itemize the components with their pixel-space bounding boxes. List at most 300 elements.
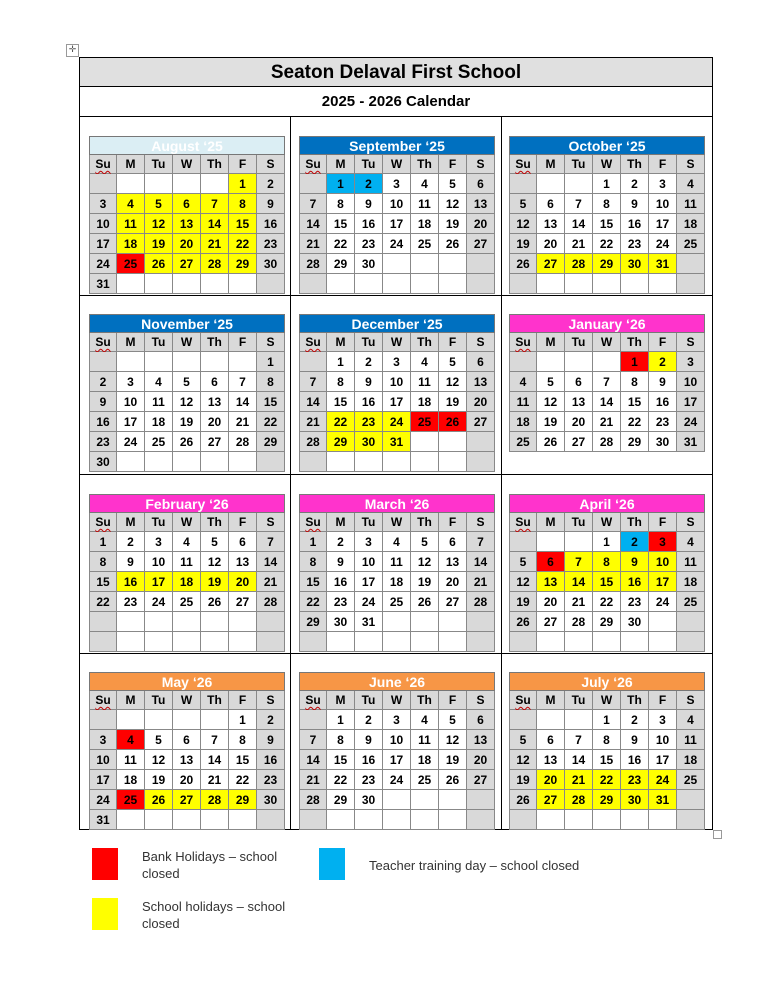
day-cell: 6 [229, 532, 257, 552]
day-cell: 21 [467, 572, 495, 592]
empty-cell [439, 612, 467, 632]
day-of-week-header: W [383, 333, 411, 352]
day-of-week-header: S [257, 691, 285, 710]
day-cell: 2 [621, 710, 649, 730]
day-cell: 24 [89, 254, 117, 274]
day-cell: 26 [201, 592, 229, 612]
empty-cell [173, 612, 201, 632]
empty-cell [201, 810, 229, 830]
day-cell: 29 [327, 254, 355, 274]
day-cell: 2 [257, 710, 285, 730]
empty-cell [593, 352, 621, 372]
empty-cell [467, 452, 495, 472]
day-cell: 6 [565, 372, 593, 392]
empty-cell [327, 452, 355, 472]
day-cell: 11 [677, 194, 705, 214]
day-cell: 31 [649, 254, 677, 274]
day-cell: 28 [299, 790, 327, 810]
day-cell: 31 [383, 432, 411, 452]
day-cell: 25 [117, 790, 145, 810]
day-cell: 5 [145, 730, 173, 750]
day-cell: 8 [621, 372, 649, 392]
day-cell: 31 [677, 432, 705, 452]
day-cell: 24 [383, 412, 411, 432]
day-cell: 30 [621, 612, 649, 632]
day-cell: 16 [257, 750, 285, 770]
empty-cell [509, 174, 537, 194]
day-cell: 24 [649, 770, 677, 790]
day-cell: 29 [593, 612, 621, 632]
month-grid [509, 691, 705, 830]
day-cell: 20 [537, 770, 565, 790]
empty-cell [411, 632, 439, 652]
legend-bank-holidays: Bank Holidays – school closed [142, 849, 278, 881]
day-cell: 23 [649, 412, 677, 432]
day-cell: 7 [201, 730, 229, 750]
day-cell: 29 [299, 612, 327, 632]
month-grid [89, 333, 285, 472]
day-of-week-header: Tu [355, 691, 383, 710]
empty-cell [201, 452, 229, 472]
day-cell: 28 [229, 432, 257, 452]
day-cell: 18 [173, 572, 201, 592]
day-cell: 15 [89, 572, 117, 592]
day-cell: 27 [439, 592, 467, 612]
day-of-week-header: Su [299, 155, 327, 174]
empty-cell [145, 710, 173, 730]
empty-cell [467, 790, 495, 810]
day-cell: 27 [537, 790, 565, 810]
day-cell: 16 [621, 214, 649, 234]
empty-cell [467, 432, 495, 452]
day-cell: 9 [355, 372, 383, 392]
empty-cell [677, 274, 705, 294]
day-of-week-header: Tu [145, 513, 173, 532]
day-cell: 26 [411, 592, 439, 612]
empty-cell [383, 612, 411, 632]
day-cell: 24 [355, 592, 383, 612]
day-cell: 28 [299, 432, 327, 452]
day-cell: 16 [621, 750, 649, 770]
empty-cell [201, 632, 229, 652]
day-cell: 20 [467, 214, 495, 234]
empty-cell [467, 254, 495, 274]
empty-cell [299, 452, 327, 472]
empty-cell [411, 810, 439, 830]
day-cell: 10 [355, 552, 383, 572]
empty-cell [299, 632, 327, 652]
day-cell: 3 [117, 372, 145, 392]
day-cell: 28 [257, 592, 285, 612]
day-cell: 19 [201, 572, 229, 592]
day-cell: 25 [677, 234, 705, 254]
day-cell: 18 [411, 392, 439, 412]
day-cell: 8 [327, 730, 355, 750]
day-cell: 13 [173, 750, 201, 770]
day-of-week-header: F [649, 691, 677, 710]
day-cell: 22 [229, 234, 257, 254]
empty-cell [509, 532, 537, 552]
day-cell: 1 [593, 174, 621, 194]
empty-cell [201, 352, 229, 372]
empty-cell [145, 612, 173, 632]
day-cell: 17 [649, 572, 677, 592]
day-cell: 10 [117, 392, 145, 412]
day-cell: 6 [537, 730, 565, 750]
day-cell: 5 [439, 174, 467, 194]
empty-cell [117, 452, 145, 472]
day-cell: 5 [509, 552, 537, 572]
day-of-week-header: Su [89, 691, 117, 710]
day-cell: 22 [593, 770, 621, 790]
empty-cell [677, 790, 705, 810]
day-cell: 25 [173, 592, 201, 612]
month-header: May ‘26 [89, 672, 285, 691]
empty-cell [201, 710, 229, 730]
day-cell: 14 [299, 214, 327, 234]
day-cell: 6 [467, 352, 495, 372]
empty-cell [439, 274, 467, 294]
day-cell: 2 [355, 710, 383, 730]
month-grid [299, 155, 495, 294]
day-cell: 1 [229, 710, 257, 730]
day-cell: 6 [173, 194, 201, 214]
empty-cell [89, 710, 117, 730]
day-cell: 25 [411, 770, 439, 790]
day-of-week-header: Th [621, 513, 649, 532]
day-cell: 11 [509, 392, 537, 412]
day-cell: 18 [117, 234, 145, 254]
day-cell: 14 [257, 552, 285, 572]
day-cell: 19 [145, 234, 173, 254]
day-cell: 26 [509, 790, 537, 810]
day-cell: 11 [411, 372, 439, 392]
day-of-week-header: W [383, 691, 411, 710]
day-cell: 15 [299, 572, 327, 592]
day-cell: 14 [565, 572, 593, 592]
day-cell: 15 [593, 750, 621, 770]
day-of-week-header: Th [411, 333, 439, 352]
empty-cell [89, 632, 117, 652]
month-header: November ‘25 [89, 314, 285, 333]
day-cell: 31 [89, 810, 117, 830]
empty-cell [677, 254, 705, 274]
day-cell: 14 [299, 750, 327, 770]
day-cell: 26 [439, 234, 467, 254]
day-cell: 27 [565, 432, 593, 452]
day-cell: 4 [509, 372, 537, 392]
day-cell: 11 [145, 392, 173, 412]
day-cell: 1 [621, 352, 649, 372]
day-of-week-header: S [257, 513, 285, 532]
day-cell: 27 [173, 254, 201, 274]
day-of-week-header: F [649, 333, 677, 352]
month-grid [509, 513, 705, 652]
day-cell: 11 [411, 194, 439, 214]
empty-cell [467, 612, 495, 632]
day-cell: 22 [327, 234, 355, 254]
day-cell: 14 [565, 750, 593, 770]
day-of-week-header: Th [201, 333, 229, 352]
day-cell: 9 [621, 552, 649, 572]
empty-cell [355, 810, 383, 830]
day-of-week-header: Tu [565, 691, 593, 710]
day-of-week-header: Th [621, 691, 649, 710]
day-cell: 25 [677, 770, 705, 790]
empty-cell [383, 810, 411, 830]
table-resize-handle[interactable] [713, 830, 722, 839]
day-cell: 14 [299, 392, 327, 412]
day-cell: 25 [677, 592, 705, 612]
day-cell: 8 [257, 372, 285, 392]
month-header: July ‘26 [509, 672, 705, 691]
empty-cell [117, 810, 145, 830]
day-of-week-header: Tu [565, 333, 593, 352]
day-cell: 26 [145, 254, 173, 274]
day-of-week-header: Su [509, 513, 537, 532]
day-cell: 7 [299, 730, 327, 750]
day-cell: 11 [383, 552, 411, 572]
day-cell: 23 [257, 234, 285, 254]
empty-cell [439, 790, 467, 810]
legend-school-holidays: School holidays – school closed [142, 899, 286, 931]
day-cell: 12 [411, 552, 439, 572]
day-cell: 15 [229, 750, 257, 770]
day-cell: 5 [173, 372, 201, 392]
day-cell: 23 [621, 770, 649, 790]
row-divider [80, 653, 712, 654]
day-of-week-header: S [467, 513, 495, 532]
empty-cell [537, 532, 565, 552]
day-cell: 22 [257, 412, 285, 432]
day-cell: 1 [299, 532, 327, 552]
day-of-week-header: Th [621, 155, 649, 174]
day-cell: 2 [327, 532, 355, 552]
day-cell: 26 [537, 432, 565, 452]
empty-cell [117, 710, 145, 730]
day-cell: 4 [173, 532, 201, 552]
empty-cell [467, 274, 495, 294]
empty-cell [621, 810, 649, 830]
day-cell: 2 [621, 532, 649, 552]
day-cell: 19 [411, 572, 439, 592]
day-cell: 17 [649, 750, 677, 770]
day-cell: 28 [201, 790, 229, 810]
day-of-week-header: F [229, 513, 257, 532]
day-cell: 3 [649, 174, 677, 194]
day-cell: 7 [565, 730, 593, 750]
day-cell: 14 [229, 392, 257, 412]
day-cell: 17 [89, 770, 117, 790]
empty-cell [411, 274, 439, 294]
day-cell: 18 [383, 572, 411, 592]
day-cell: 16 [621, 572, 649, 592]
day-cell: 23 [89, 432, 117, 452]
day-of-week-header: Tu [145, 155, 173, 174]
day-cell: 24 [649, 234, 677, 254]
day-cell: 24 [677, 412, 705, 432]
day-of-week-header: F [649, 155, 677, 174]
table-move-handle-icon[interactable]: ✛ [66, 44, 79, 57]
empty-cell [145, 352, 173, 372]
day-cell: 28 [593, 432, 621, 452]
day-of-week-header: W [173, 691, 201, 710]
row-divider [80, 474, 712, 475]
day-cell: 21 [201, 770, 229, 790]
day-cell: 8 [327, 372, 355, 392]
day-cell: 1 [593, 710, 621, 730]
day-cell: 9 [355, 730, 383, 750]
day-cell: 26 [173, 432, 201, 452]
day-of-week-header: F [229, 333, 257, 352]
day-cell: 15 [257, 392, 285, 412]
day-cell: 19 [439, 750, 467, 770]
day-cell: 9 [649, 372, 677, 392]
day-of-week-header: F [439, 333, 467, 352]
day-cell: 26 [439, 770, 467, 790]
day-cell: 15 [621, 392, 649, 412]
month-grid [299, 513, 495, 652]
empty-cell [439, 810, 467, 830]
day-of-week-header: Tu [565, 155, 593, 174]
day-cell: 7 [257, 532, 285, 552]
day-cell: 31 [355, 612, 383, 632]
empty-cell [117, 274, 145, 294]
day-cell: 29 [593, 254, 621, 274]
day-cell: 16 [89, 412, 117, 432]
day-of-week-header: Th [201, 513, 229, 532]
empty-cell [229, 612, 257, 632]
day-cell: 1 [593, 532, 621, 552]
day-cell: 20 [467, 392, 495, 412]
day-cell: 6 [201, 372, 229, 392]
day-cell: 4 [411, 710, 439, 730]
empty-cell [257, 274, 285, 294]
day-cell: 17 [145, 572, 173, 592]
day-cell: 27 [173, 790, 201, 810]
day-cell: 12 [173, 392, 201, 412]
day-cell: 23 [355, 770, 383, 790]
day-cell: 18 [117, 770, 145, 790]
day-of-week-header: S [467, 333, 495, 352]
empty-cell [117, 352, 145, 372]
empty-cell [355, 632, 383, 652]
empty-cell [201, 274, 229, 294]
day-cell: 3 [89, 730, 117, 750]
school-holiday-swatch [92, 898, 118, 930]
day-cell: 28 [565, 254, 593, 274]
day-of-week-header: S [257, 333, 285, 352]
day-cell: 2 [355, 352, 383, 372]
day-cell: 28 [565, 612, 593, 632]
month-header: January ‘26 [509, 314, 705, 333]
day-cell: 14 [201, 750, 229, 770]
empty-cell [173, 274, 201, 294]
day-cell: 24 [89, 790, 117, 810]
empty-cell [565, 532, 593, 552]
day-cell: 26 [509, 254, 537, 274]
day-cell: 17 [89, 234, 117, 254]
day-cell: 30 [621, 790, 649, 810]
empty-cell [593, 274, 621, 294]
day-cell: 28 [201, 254, 229, 274]
day-cell: 15 [327, 750, 355, 770]
day-cell: 17 [383, 392, 411, 412]
empty-cell [89, 612, 117, 632]
day-of-week-header: W [593, 691, 621, 710]
month-header: February ‘26 [89, 494, 285, 513]
day-cell: 4 [677, 710, 705, 730]
empty-cell [537, 174, 565, 194]
day-cell: 7 [229, 372, 257, 392]
day-of-week-header: M [117, 155, 145, 174]
day-of-week-header: Su [299, 513, 327, 532]
day-cell: 21 [593, 412, 621, 432]
day-cell: 27 [537, 254, 565, 274]
month-header: September ‘25 [299, 136, 495, 155]
month-calendar [299, 494, 495, 652]
day-cell: 28 [467, 592, 495, 612]
day-cell: 21 [565, 234, 593, 254]
empty-cell [649, 632, 677, 652]
empty-cell [509, 274, 537, 294]
empty-cell [677, 632, 705, 652]
empty-cell [299, 710, 327, 730]
day-of-week-header: M [327, 691, 355, 710]
day-cell: 12 [145, 750, 173, 770]
month-calendar [89, 314, 285, 472]
day-cell: 29 [257, 432, 285, 452]
day-cell: 14 [565, 214, 593, 234]
day-of-week-header: W [593, 333, 621, 352]
day-cell: 13 [229, 552, 257, 572]
day-of-week-header: Tu [355, 155, 383, 174]
day-cell: 5 [509, 730, 537, 750]
empty-cell [565, 352, 593, 372]
empty-cell [327, 274, 355, 294]
empty-cell [649, 274, 677, 294]
day-cell: 13 [467, 372, 495, 392]
empty-cell [145, 274, 173, 294]
day-cell: 1 [327, 710, 355, 730]
month-calendar [89, 494, 285, 652]
empty-cell [145, 452, 173, 472]
day-cell: 31 [89, 274, 117, 294]
day-cell: 30 [355, 432, 383, 452]
day-cell: 30 [355, 790, 383, 810]
day-of-week-header: W [593, 513, 621, 532]
day-cell: 1 [89, 532, 117, 552]
day-of-week-header: M [537, 333, 565, 352]
day-cell: 20 [229, 572, 257, 592]
day-cell: 21 [257, 572, 285, 592]
day-of-week-header: Su [89, 513, 117, 532]
row-divider [80, 295, 712, 296]
day-cell: 20 [201, 412, 229, 432]
empty-cell [565, 710, 593, 730]
day-cell: 15 [593, 214, 621, 234]
day-cell: 23 [327, 592, 355, 612]
month-header: March ‘26 [299, 494, 495, 513]
month-header: October ‘25 [509, 136, 705, 155]
day-cell: 6 [467, 174, 495, 194]
day-cell: 19 [509, 592, 537, 612]
day-cell: 8 [593, 730, 621, 750]
empty-cell [537, 274, 565, 294]
empty-cell [439, 452, 467, 472]
day-cell: 19 [439, 392, 467, 412]
day-cell: 11 [677, 730, 705, 750]
